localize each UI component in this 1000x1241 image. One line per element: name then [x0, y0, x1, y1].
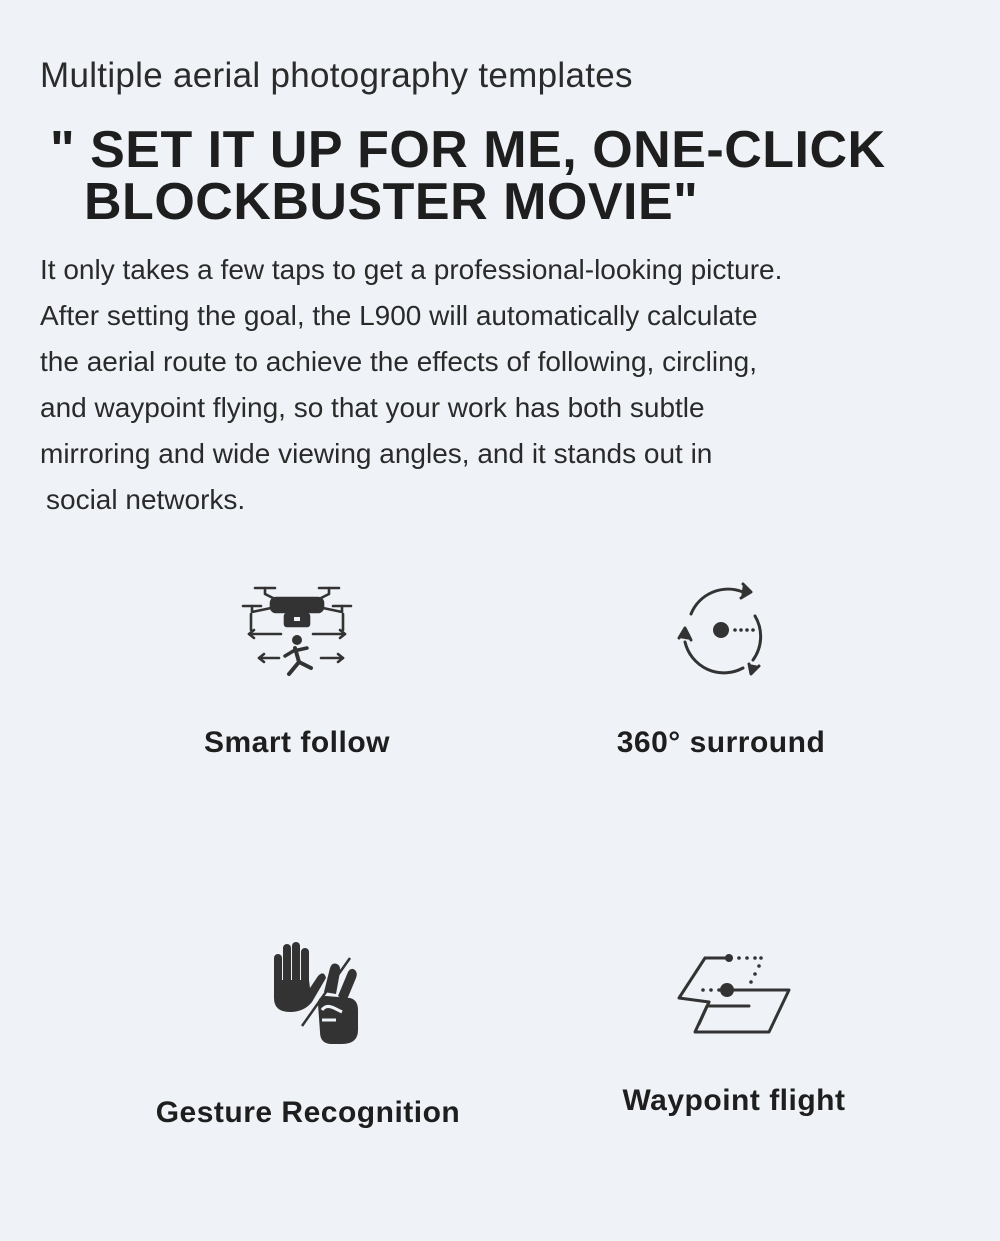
description-line: and waypoint flying, so that your work has both subtle — [40, 392, 705, 423]
waypoint-route-icon — [673, 950, 795, 1040]
feature-smart-follow — [97, 578, 497, 760]
feature-360-surround — [521, 580, 921, 760]
description-line: After setting the goal, the L900 will automatically calculate — [40, 300, 758, 331]
description-line: mirroring and wide viewing angles, and it stands out in — [40, 438, 713, 469]
drone-follow-icon — [241, 578, 353, 686]
feature-label: Gesture Recognition — [155, 1096, 461, 1129]
description-line: It only takes a few taps to get a professional-looking picture. — [40, 254, 783, 285]
section-subtitle: Multiple aerial photography templates — [40, 56, 633, 95]
headline-line-1: " SET IT UP FOR ME, ONE-CLICK — [50, 121, 886, 179]
headline — [50, 121, 910, 231]
feature-label: 360° surround — [616, 726, 826, 759]
feature-gesture-recognition — [108, 940, 508, 1130]
feature-label: Smart follow — [203, 726, 390, 759]
hand-gesture-icon — [252, 940, 364, 1048]
description — [40, 247, 900, 523]
description-line: the aerial route to achieve the effects of following, circling, — [40, 346, 757, 377]
feature-label: Waypoint flight — [622, 1084, 846, 1117]
orbit-icon — [669, 580, 773, 680]
feature-waypoint-flight — [534, 950, 934, 1118]
description-line: social networks. — [46, 484, 246, 515]
headline-line-2: BLOCKBUSTER MOVIE" — [84, 173, 699, 231]
